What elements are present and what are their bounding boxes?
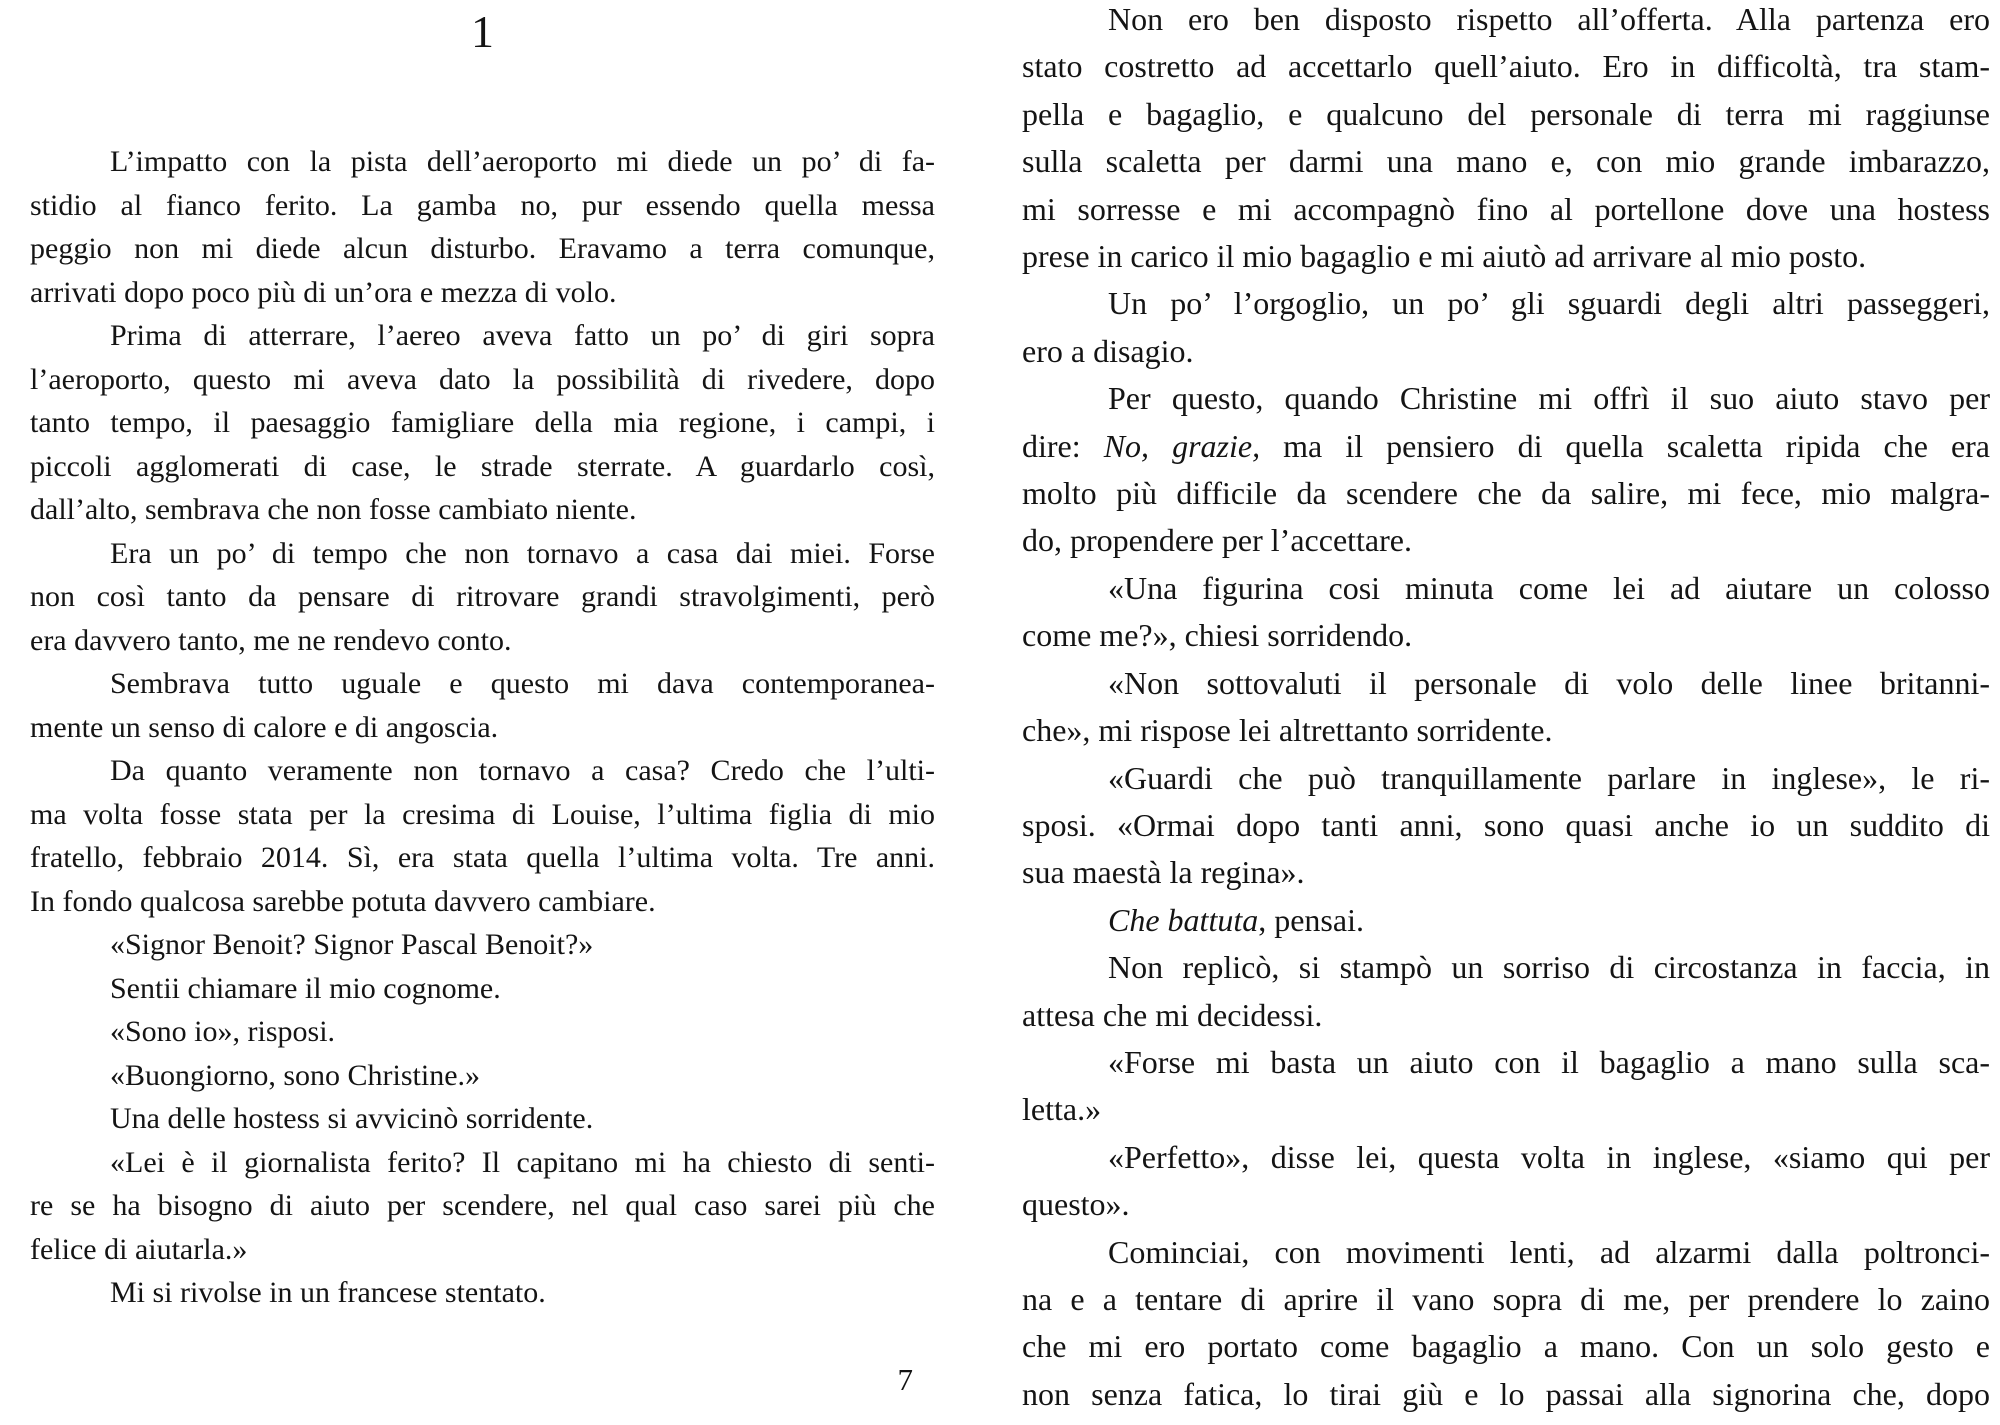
text-segment: tanto tempo, il paesaggio famigliare della mia regione, i campi, i: [30, 406, 935, 439]
text-line: [30, 836, 935, 880]
text-line: [30, 619, 935, 663]
page-number: 7: [897, 1362, 913, 1397]
text-line: [1022, 233, 1990, 280]
text-segment: , pensai.: [1258, 901, 1364, 938]
text-line: [1022, 802, 1990, 849]
text-line: [1022, 1371, 1990, 1418]
text-segment: Cominciai, con movimenti lenti, ad alzarmi dalla poltronci-: [1108, 1233, 1990, 1270]
text-segment: Prima di atterrare, l’aereo aveva fatto un po’ di giri sopra: [110, 319, 935, 352]
text-line: [1022, 470, 1990, 517]
text-segment: che mi ero portato come bagaglio a mano. Con un solo gesto e: [1022, 1328, 1990, 1365]
text-line: [30, 1271, 935, 1315]
text-segment: non senza fatica, lo tirai giù e lo passai alla signorina che, dopo: [1022, 1375, 1990, 1412]
italic-text: No, grazie,: [1103, 427, 1261, 464]
text-segment: Mi si rivolse in un francese stentato.: [110, 1276, 546, 1309]
text-segment: che», mi rispose lei altrettanto sorridente.: [1022, 712, 1553, 749]
paragraph: [1022, 755, 1990, 897]
paragraph: [1022, 375, 1990, 565]
text-segment: «Signor Benoit? Signor Pascal Benoit?»: [110, 928, 594, 961]
text-segment: «Lei è il giornalista ferito? Il capitano mi ha chiesto di senti-: [110, 1145, 935, 1179]
text-line: [1022, 423, 1990, 470]
text-segment: come me?», chiesi sorridendo.: [1022, 617, 1413, 654]
text-line: [30, 1010, 935, 1054]
text-segment: Non ero ben disposto rispetto all’offerta. Alla partenza ero: [1108, 1, 1990, 37]
text-segment: Non replicò, si stampò un sorriso di circostanza in faccia, in: [1108, 949, 1990, 986]
text-segment: «Una figurina cosi minuta come lei ad aiutare un colosso: [1108, 569, 1990, 606]
chapter-number: 1: [471, 6, 494, 57]
paragraph: [1022, 280, 1990, 375]
text-line: [30, 1097, 935, 1141]
text-segment: Era un po’ di tempo che non tornavo a casa dai miei. Forse: [110, 536, 935, 570]
text-segment: Un po’ l’orgoglio, un po’ gli sguardi degli altri passeggeri,: [1108, 285, 1990, 322]
text-line: [1022, 91, 1990, 138]
paragraph: [1022, 1229, 1990, 1419]
text-line: [30, 967, 935, 1011]
text-line: [1022, 1181, 1990, 1228]
text-line: [30, 662, 935, 706]
text-segment: In fondo qualcosa sarebbe potuta davvero cambiare.: [30, 884, 656, 918]
text-line: [1022, 0, 1990, 43]
text-segment: ma volta fosse stata per la cresima di Louise, l’ultima figlia di mio: [30, 797, 935, 831]
text-segment: molto più difficile da scendere che da salire, mi fece, mio malgra-: [1022, 475, 1990, 512]
text-line: [1022, 328, 1990, 375]
paragraph: [1022, 0, 1990, 280]
paragraph: [30, 1054, 935, 1098]
text-segment: Una delle hostess si avvicinò sorridente.: [110, 1102, 594, 1135]
text-segment: pella e bagaglio, e qualcuno del personale di terra mi raggiunse: [1022, 95, 1990, 132]
paragraph: [30, 749, 935, 923]
paragraph: [30, 967, 935, 1011]
text-line: [1022, 1323, 1990, 1370]
text-segment: «Perfetto», disse lei, questa volta in inglese, «siamo qui per: [1108, 1138, 1990, 1175]
paragraph: [1022, 897, 1990, 944]
paragraph: [1022, 1039, 1990, 1134]
italic-text: Che battuta: [1108, 901, 1259, 938]
text-segment: sulla scaletta per darmi una mano e, con mio grande imbarazzo,: [1022, 143, 1990, 180]
text-segment: felice di aiutarla.»: [30, 1232, 248, 1266]
text-segment: l’aeroporto, questo mi aveva dato la possibilità di rivedere, dopo: [30, 362, 935, 396]
text-line: [30, 445, 935, 489]
text-segment: na e a tentare di aprire il vano sopra di me, per prendere lo zaino: [1022, 1280, 1990, 1317]
text-line: [1022, 849, 1990, 896]
text-segment: «Non sottovaluti il personale di volo delle linee britanni-: [1108, 664, 1990, 701]
text-line: [1022, 660, 1990, 707]
text-segment: stato costretto ad accettarlo quell’aiuto. Ero in difficoltà, tra stam-: [1022, 48, 1990, 85]
text-segment: mente un senso di calore e di angoscia.: [30, 710, 499, 744]
text-segment: sposi. «Ormai dopo tanti anni, sono quasi anche io un suddito di: [1022, 806, 1990, 843]
text-line: [30, 1141, 935, 1185]
text-segment: letta.»: [1022, 1091, 1102, 1128]
text-segment: prese in carico il mio bagaglio e mi aiutò ad arrivare al mio posto.: [1022, 238, 1867, 275]
paragraph: [30, 662, 935, 749]
text-segment: «Forse mi basta un aiuto con il bagaglio a mano sulla sca-: [1108, 1043, 1990, 1080]
text-segment: peggio non mi diede alcun disturbo. Eravamo a terra comunque,: [30, 232, 935, 265]
text-line: [30, 140, 935, 184]
text-segment: Sembrava tutto uguale e questo mi dava contemporanea-: [110, 667, 935, 700]
paragraph: [30, 140, 935, 314]
text-line: [30, 314, 935, 358]
paragraph: [1022, 1134, 1990, 1229]
paragraph: [30, 532, 935, 663]
text-segment: piccoli agglomerati di case, le strade sterrate. A guardarlo così,: [30, 449, 935, 483]
text-segment: dall’alto, sembrava che non fosse cambiato niente.: [30, 493, 637, 526]
text-segment: stidio al fianco ferito. La gamba no, pur essendo quella messa: [30, 188, 935, 222]
paragraph: [30, 1097, 935, 1141]
text-line: [30, 358, 935, 402]
text-line: [1022, 1039, 1990, 1086]
text-segment: attesa che mi decidessi.: [1022, 996, 1323, 1033]
paragraph: [30, 1271, 935, 1315]
text-segment: Per questo, quando Christine mi offrì il suo aiuto stavo per: [1108, 380, 1990, 417]
text-line: [1022, 707, 1990, 754]
paragraph: [1022, 565, 1990, 660]
text-line: [30, 227, 935, 271]
text-line: [1022, 944, 1990, 991]
text-segment: fratello, febbraio 2014. Sì, era stata quella l’ultima volta. Tre anni.: [30, 841, 935, 874]
text-segment: dire:: [1022, 427, 1104, 464]
left-page-text-column: [30, 140, 935, 1315]
text-line: [1022, 1276, 1990, 1323]
text-line: [30, 401, 935, 445]
paragraph: [1022, 944, 1990, 1039]
text-line: [30, 271, 935, 315]
text-line: [1022, 755, 1990, 802]
text-line: [30, 1228, 935, 1272]
text-line: [30, 749, 935, 793]
text-line: [30, 1054, 935, 1098]
text-segment: mi sorresse e mi accompagnò fino al portellone dove una hostess: [1022, 190, 1990, 227]
text-segment: «Buongiorno, sono Christine.»: [110, 1058, 481, 1092]
text-line: [1022, 1134, 1990, 1181]
text-line: [30, 488, 935, 532]
text-line: [30, 923, 935, 967]
paragraph: [30, 923, 935, 967]
text-line: [1022, 43, 1990, 90]
text-segment: arrivati dopo poco più di un’ora e mezza di volo.: [30, 275, 617, 309]
text-segment: ero a disagio.: [1022, 332, 1194, 369]
text-line: [1022, 138, 1990, 185]
text-segment: non così tanto da pensare di ritrovare grandi stravolgimenti, però: [30, 580, 935, 613]
text-segment: Da quanto veramente non tornavo a casa? Credo che l’ulti-: [110, 754, 935, 787]
text-line: [1022, 1229, 1990, 1276]
text-line: [1022, 280, 1990, 327]
text-segment: do, propendere per l’accettare.: [1022, 522, 1412, 559]
text-line: [1022, 612, 1990, 659]
paragraph: [30, 1141, 935, 1272]
text-segment: questo».: [1022, 1186, 1130, 1223]
text-segment: «Sono io», risposi.: [110, 1015, 336, 1048]
text-line: [30, 1184, 935, 1228]
text-line: [1022, 517, 1990, 564]
paragraph: [1022, 660, 1990, 755]
text-line: [30, 575, 935, 619]
right-page-text-column: [1022, 0, 1990, 1418]
text-line: [1022, 375, 1990, 422]
paragraph: [30, 1010, 935, 1054]
text-segment: Sentii chiamare il mio cognome.: [110, 971, 501, 1005]
text-segment: re se ha bisogno di aiuto per scendere, nel qual caso sarei più che: [30, 1189, 935, 1222]
text-line: [30, 793, 935, 837]
text-line: [1022, 992, 1990, 1039]
text-line: [1022, 186, 1990, 233]
text-segment: ma il pensiero di quella scaletta ripida che era: [1260, 427, 1991, 464]
paragraph: [30, 314, 935, 532]
text-line: [1022, 565, 1990, 612]
text-segment: L’impatto con la pista dell’aeroporto mi diede un po’ di fa-: [110, 145, 935, 178]
text-line: [1022, 897, 1990, 944]
text-segment: era davvero tanto, me ne rendevo conto.: [30, 623, 512, 657]
text-line: [1022, 1086, 1990, 1133]
text-segment: sua maestà la regina».: [1022, 854, 1305, 891]
text-line: [30, 880, 935, 924]
text-line: [30, 184, 935, 228]
text-segment: «Guardi che può tranquillamente parlare in inglese», le ri-: [1108, 759, 1990, 796]
text-line: [30, 706, 935, 750]
text-line: [30, 532, 935, 576]
